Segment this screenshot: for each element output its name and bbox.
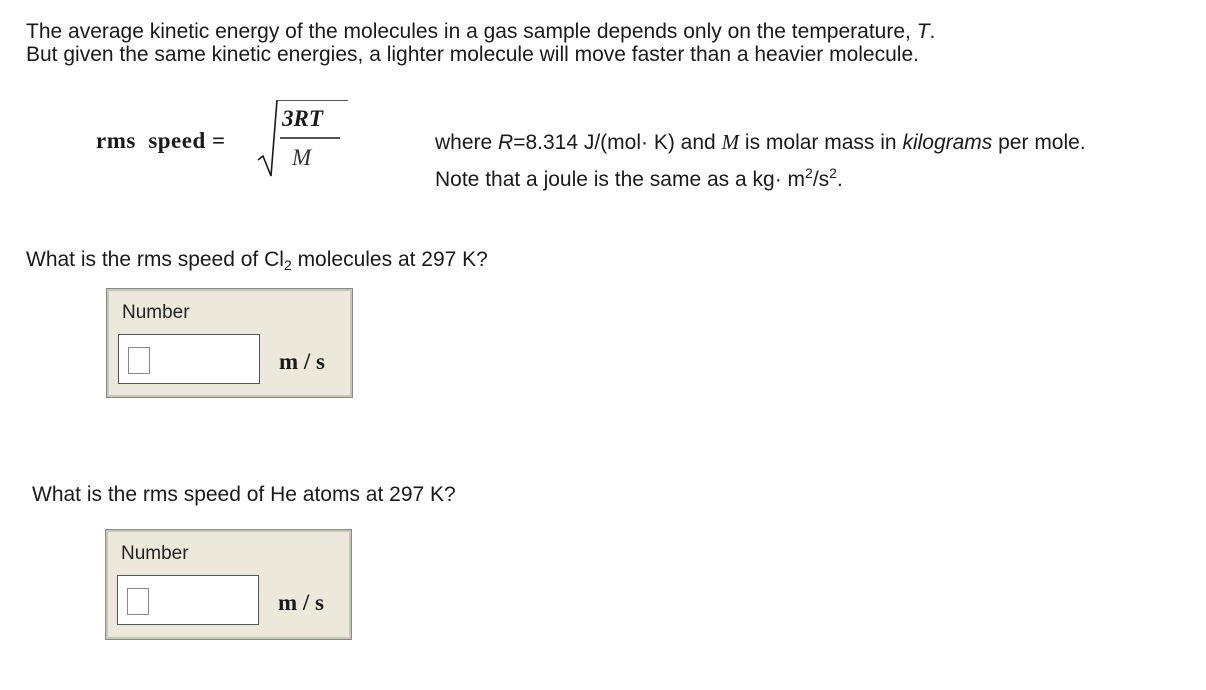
question-cl2-text-a: What is the rms speed of Cl bbox=[26, 248, 284, 271]
kilograms-text: kilograms bbox=[902, 131, 993, 154]
note-text-c: . bbox=[836, 168, 843, 191]
intro-line-2: But given the same kinetic energies, a lighter molecule will move faster than a heavier molecule. bbox=[26, 43, 919, 66]
explanation-line-2 bbox=[435, 158, 1086, 195]
text-cursor-placeholder bbox=[127, 588, 149, 615]
text-cursor-placeholder bbox=[128, 347, 150, 374]
gas-constant-symbol: R bbox=[498, 131, 514, 154]
intro-text bbox=[26, 20, 935, 66]
note-text-b: /s bbox=[812, 168, 830, 191]
answer-input-he[interactable] bbox=[117, 575, 259, 625]
formula-explanation bbox=[435, 127, 1086, 195]
question-he: What is the rms speed of He atoms at 297 K? bbox=[32, 483, 456, 506]
rms-speed-label: rms speed = bbox=[96, 128, 226, 153]
answer-label-he: Number bbox=[121, 543, 189, 564]
intro-line-1-text: The average kinetic energy of the molecules in a gas sample depends only on the temperature, bbox=[26, 20, 917, 43]
formula-denominator: M bbox=[292, 145, 312, 170]
intro-line-1-end: . bbox=[929, 20, 936, 43]
note-exponent-2: 2 bbox=[829, 165, 837, 181]
question-cl2-subscript: 2 bbox=[283, 257, 292, 273]
note-text-a: Note that a joule is the same as a kg· m bbox=[435, 168, 806, 191]
where-text-a: where bbox=[435, 131, 499, 154]
note-exponent-1: 2 bbox=[805, 165, 813, 181]
unit-label-he: m / s bbox=[278, 590, 324, 615]
intro-line-1 bbox=[26, 20, 935, 43]
question-cl2 bbox=[26, 248, 488, 273]
answer-input-cl2[interactable] bbox=[118, 334, 260, 384]
answer-box-cl2 bbox=[106, 288, 353, 398]
question-cl2-text-b: molecules at 297 K? bbox=[291, 248, 488, 271]
formula-numerator: 3RT bbox=[282, 106, 323, 131]
molar-mass-symbol: M bbox=[721, 130, 740, 154]
explanation-line-1 bbox=[435, 127, 1086, 158]
unit-label-cl2: m / s bbox=[279, 349, 325, 374]
answer-box-he bbox=[105, 529, 352, 640]
where-text-d: per mole. bbox=[992, 131, 1086, 154]
where-text-c: is molar mass in bbox=[739, 131, 903, 154]
answer-label-cl2: Number bbox=[122, 302, 190, 323]
where-text-b: =8.314 J/(mol· K) and bbox=[513, 131, 722, 154]
temperature-symbol: T bbox=[916, 20, 930, 43]
